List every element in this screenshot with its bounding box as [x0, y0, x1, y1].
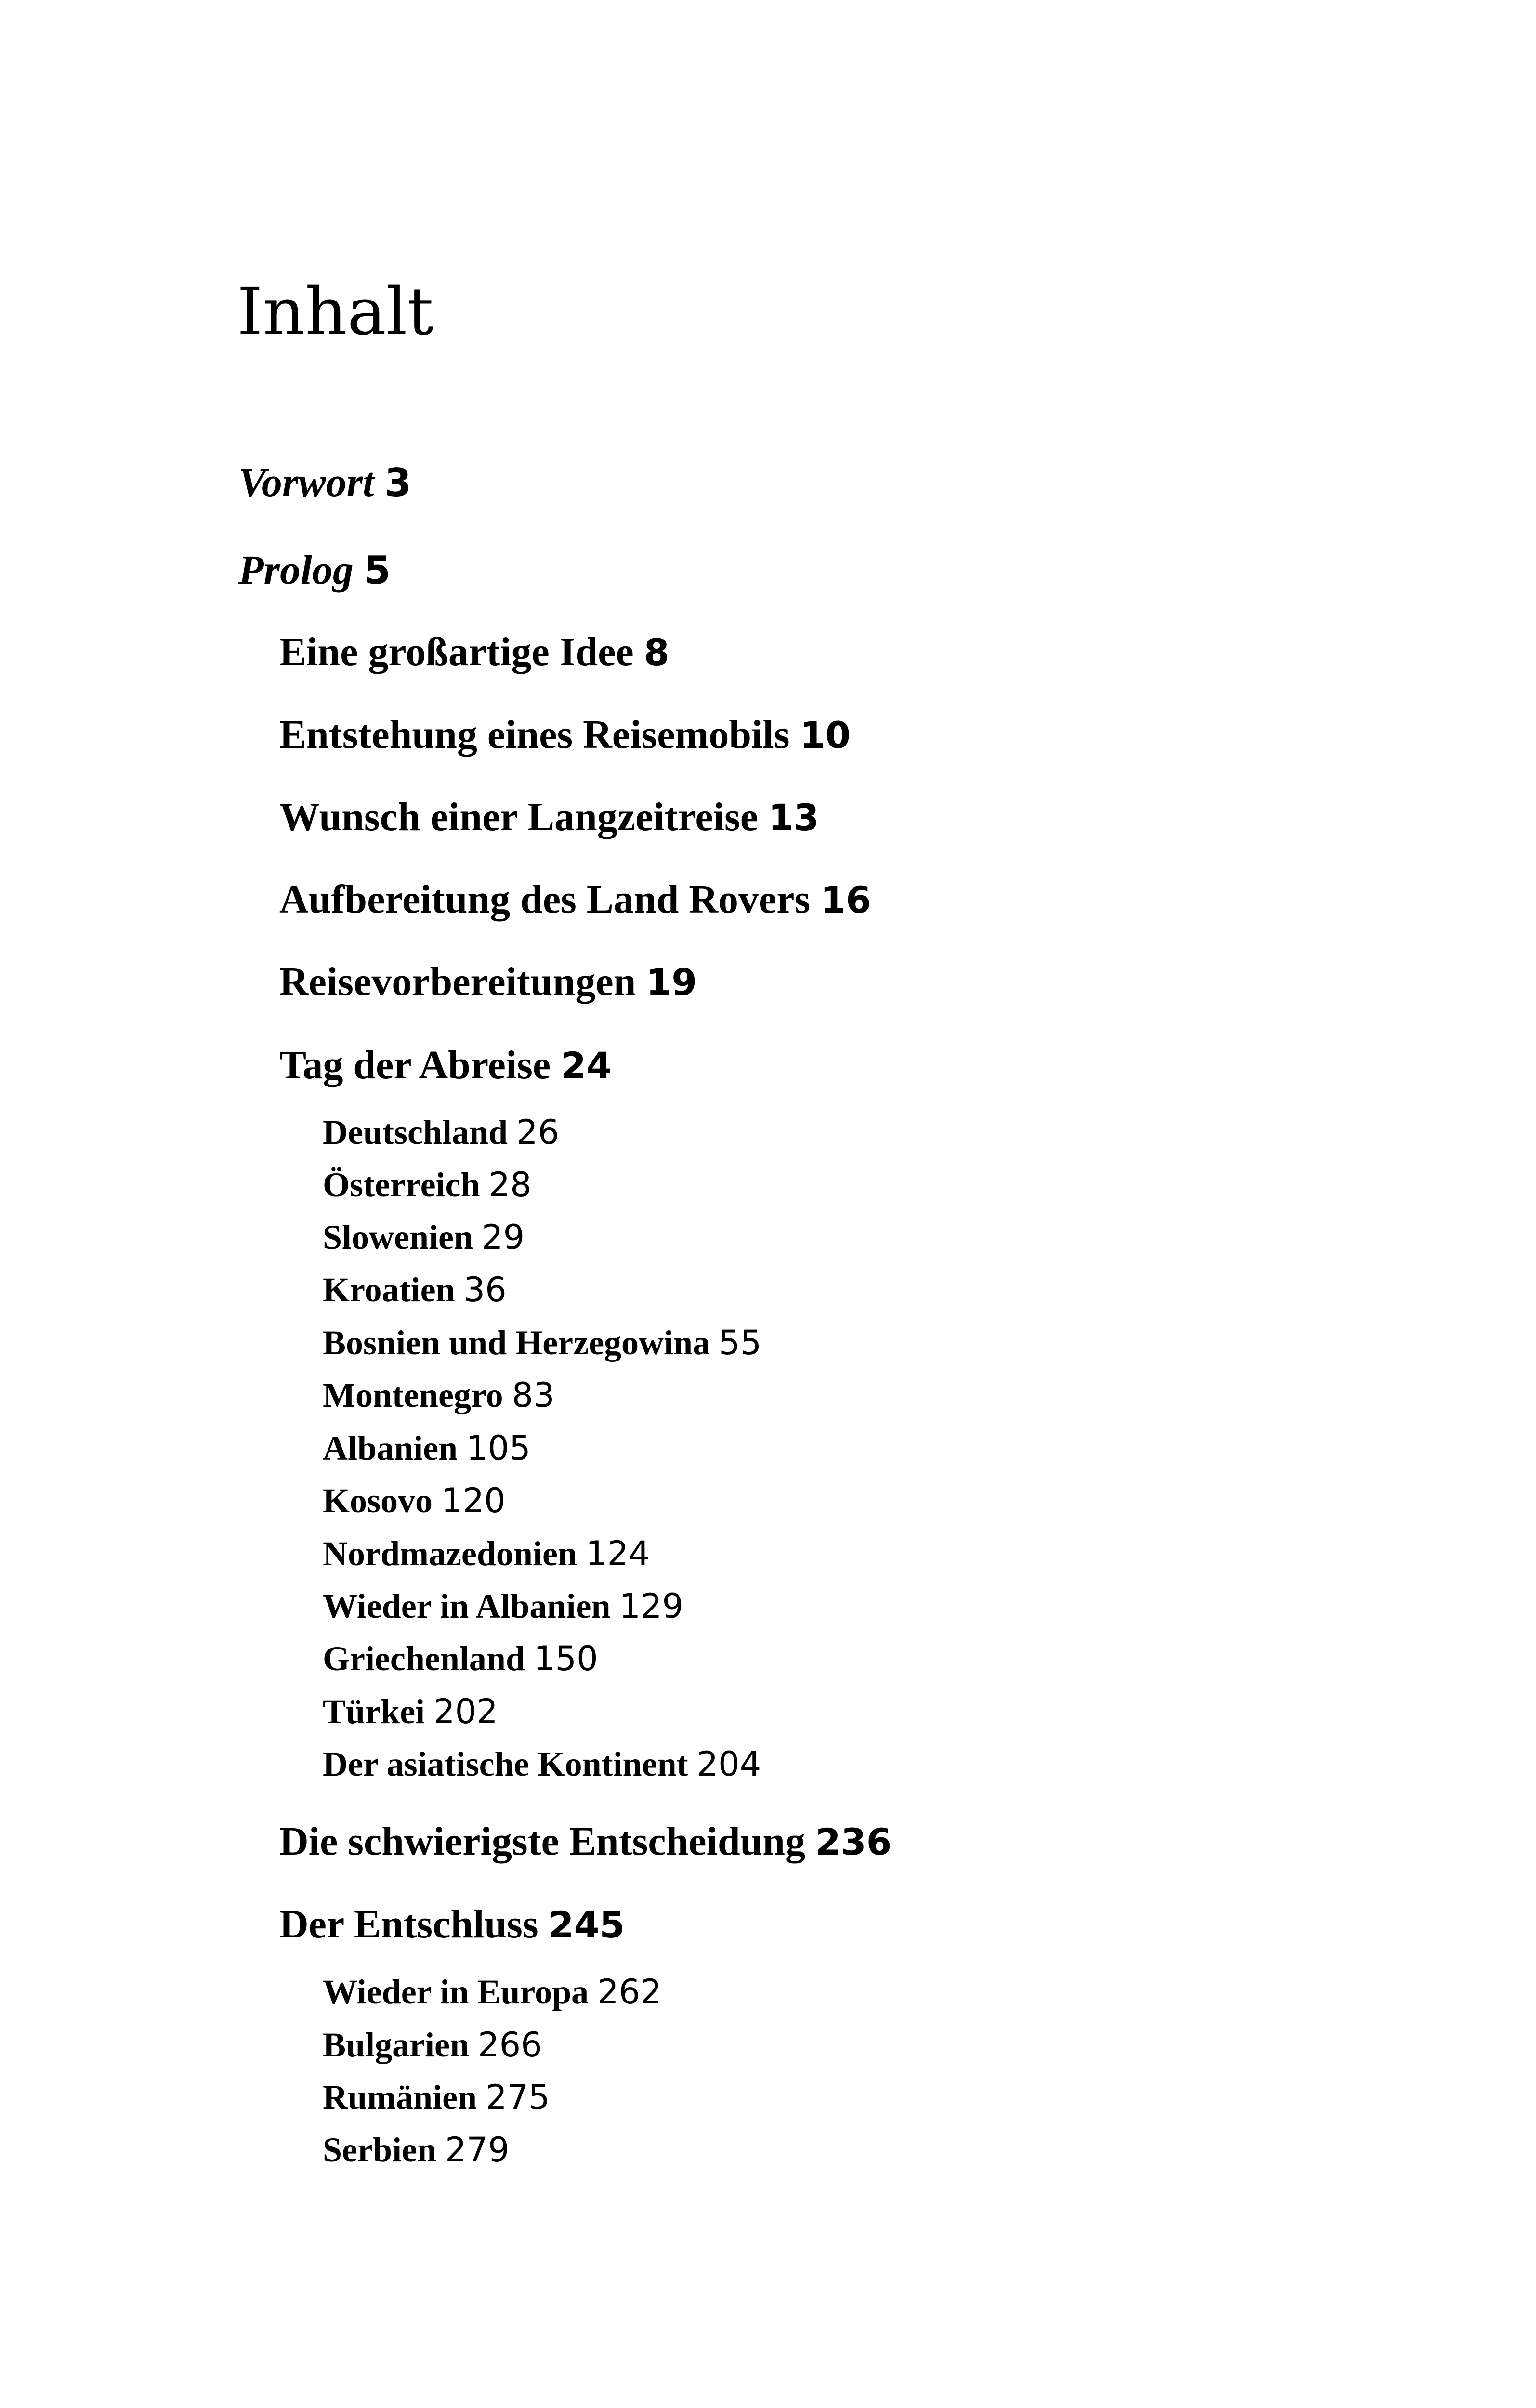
toc-entry	[323, 1428, 531, 1468]
toc-entry-title: Deutschland	[323, 1113, 508, 1152]
toc-entry-page-number: 13	[768, 796, 819, 839]
toc-entry-title: Die schwierigste Entscheidung	[279, 1819, 805, 1864]
toc-entry	[279, 1045, 612, 1086]
toc-entry	[323, 1217, 525, 1257]
toc-entry-page-number: 16	[820, 878, 871, 921]
toc-entry-title: Rumänien	[323, 2078, 477, 2117]
toc-entry-title: Kroatien	[323, 1270, 455, 1309]
toc-entry-page-number: 29	[482, 1217, 525, 1257]
toc-entry-page-number: 120	[441, 1481, 506, 1520]
toc-entry	[323, 1536, 650, 1571]
toc-entry-title: Wieder in Europa	[323, 1973, 589, 2011]
toc-entry-title: Entstehung eines Reisemobils	[279, 712, 790, 757]
toc-entry-title: Eine großartige Idee	[279, 629, 634, 674]
toc-entry-page-number: 8	[643, 631, 670, 674]
toc-entry-title: Kosovo	[323, 1481, 433, 1520]
toc-entry-page-number: 3	[384, 460, 412, 505]
toc-entry-page-number: 236	[815, 1820, 892, 1863]
toc-entry-page-number: 5	[364, 548, 391, 593]
toc-entry-title: Tag der Abreise	[279, 1043, 551, 1087]
toc-entry	[279, 959, 697, 1004]
toc-entry-page-number: 245	[548, 1903, 625, 1946]
toc-entry-title: Der Entschluss	[279, 1902, 538, 1947]
toc-entry-page-number: 266	[478, 2025, 542, 2065]
toc-entry-title: Österreich	[323, 1165, 480, 1204]
page-title: Inhalt	[237, 274, 434, 350]
toc-entry	[323, 1744, 761, 1784]
toc-entry	[323, 1272, 507, 1307]
toc-entry-title: Der asiatische Kontinent	[323, 1745, 688, 1783]
toc-entry-title: Slowenien	[323, 1218, 473, 1256]
toc-entry-page-number: 10	[800, 714, 851, 757]
toc-entry-title: Wunsch einer Langzeitreise	[279, 795, 758, 839]
toc-entry-page-number: 26	[516, 1112, 560, 1152]
toc-entry-page-number: 275	[486, 2078, 550, 2117]
toc-entry-title: Vorwort	[238, 459, 375, 505]
toc-entry-title: Bosnien und Herzegowina	[323, 1323, 710, 1362]
toc-entry-title: Albanien	[323, 1429, 458, 1467]
toc-entry	[279, 712, 851, 757]
toc-entry-title: Reisevorbereitungen	[279, 959, 636, 1004]
toc-entry-title: Aufbereitung des Land Rovers	[279, 877, 811, 922]
toc-entry-title: Montenegro	[323, 1376, 503, 1414]
toc-entry-page-number: 36	[463, 1270, 507, 1309]
toc-entry-page-number: 262	[597, 1972, 662, 2012]
toc-entry	[279, 797, 819, 838]
toc-entry-title: Serbien	[323, 2131, 437, 2169]
toc-entry-page-number: 83	[512, 1375, 555, 1415]
toc-entry-page-number: 105	[466, 1428, 531, 1468]
toc-entry-page-number: 19	[646, 961, 697, 1004]
toc-entry	[323, 1972, 662, 2012]
toc-entry-title: Nordmazedonien	[323, 1534, 577, 1573]
toc-entry	[279, 879, 871, 920]
toc-entry-page-number: 24	[561, 1044, 612, 1087]
toc-entry	[279, 1904, 625, 1945]
toc-entry-page-number: 204	[696, 1744, 761, 1784]
toc-entry-page-number: 55	[719, 1323, 762, 1362]
toc-entry	[323, 2025, 542, 2065]
toc-entry-page-number: 124	[585, 1534, 650, 1573]
toc-entry-page-number: 279	[445, 2130, 510, 2170]
toc-entry-page-number: 202	[433, 1692, 498, 1731]
toc-entry-title: Türkei	[323, 1692, 425, 1731]
toc-entry	[323, 1375, 555, 1415]
toc-entry	[323, 1112, 560, 1152]
toc-entry	[323, 2080, 550, 2115]
toc-entry	[323, 1694, 498, 1729]
toc-entry-title: Wieder in Albanien	[323, 1587, 611, 1625]
toc-entry	[238, 547, 391, 593]
toc-entry	[323, 2130, 510, 2170]
toc-entry	[323, 1167, 532, 1202]
toc-entry	[323, 1483, 506, 1518]
toc-entry	[238, 461, 411, 503]
toc-entry	[279, 1821, 892, 1862]
toc-entry-page-number: 28	[488, 1165, 532, 1204]
toc-entry-title: Prolog	[238, 547, 354, 593]
toc-entry-title: Bulgarien	[323, 2026, 470, 2064]
toc-entry	[323, 1641, 598, 1676]
toc-entry-page-number: 150	[534, 1639, 598, 1678]
toc-entry	[323, 1586, 684, 1626]
toc-entry-page-number: 129	[619, 1586, 684, 1626]
toc-entry-title: Griechenland	[323, 1639, 525, 1678]
toc-entry	[279, 629, 670, 674]
toc-entry	[323, 1325, 761, 1360]
